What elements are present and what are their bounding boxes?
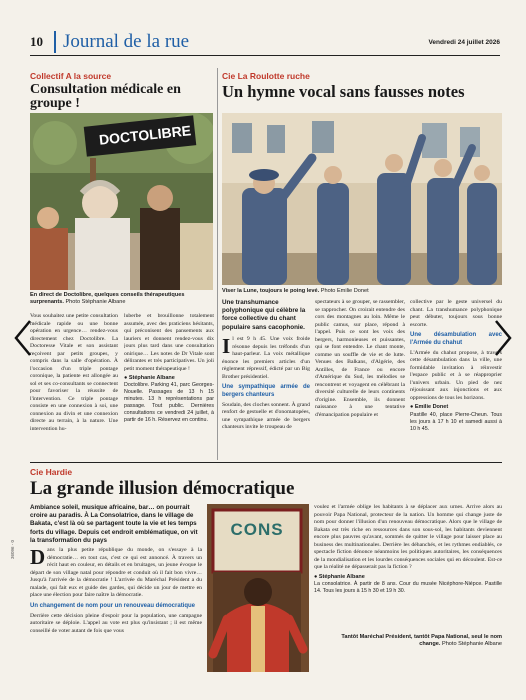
article2-subhead-1: Une sympathique armée de bergers chanteurs	[222, 384, 310, 398]
article3-column-2	[314, 504, 502, 632]
doctolibre-sign: DOCTOLIBRE	[98, 122, 192, 148]
article2-photo	[222, 113, 502, 285]
article1-photo	[30, 113, 213, 290]
article2-caption-text: Viser la Lune, toujours le poing levé.	[222, 288, 320, 294]
article2-caption	[222, 288, 502, 295]
article3-caption-text: Tantôt Maréchal Président, tantôt Papa National, seul le nom change.	[341, 634, 502, 647]
article2-body-3b: L'Armée du chahut propose, à travers cette désambulation dans la ville, une formidable invitation à réinvestir l'espace public et à se réapproprier l'univers urbain. Un pied de nez réjouissant aux injonctions et aux oppressions de tous les horizons.	[410, 349, 502, 401]
article1-kicker: Collectif A la source	[30, 71, 112, 81]
side-code: 36096 - 0	[10, 540, 15, 560]
article2-body-2: spectateurs à se grouper, se rassembler, se rapprocher. On croirait entendre des cors des montagnes au loin. Même le public camus, sur place, répond à l'appel. Puis ce sont les voix des bergers, harmonieuses et puissantes, qui se font entendre. Le chant monte, comme un souffle de vie et de lutte. Venues des Balkans, d'Algérie, des Antilles, de France ou encore d'Amérique du Sud, les mélodies se rencontrent et voyagent en célébrant la diversité culturelle de leurs continents d'origine. Ensemble, ils donnent naissance à une tentative d'émancipation populaire et	[315, 299, 405, 418]
article2-body-1	[222, 336, 310, 381]
article2-body-1b: Soudain, des cloches sonnent. À grand renfort de gestuelle et d'onomatopées, une sympathique armée de bergers chanteurs invite le troupeau de	[222, 401, 310, 431]
article2-column-3	[410, 299, 502, 458]
article2-signature: ● Emilie Donet	[410, 404, 449, 411]
article3-column-1	[30, 547, 202, 672]
article3-dropcap: D	[30, 547, 46, 569]
article3-subhead: Un changement de nom pour un renouveau démocratique	[30, 602, 196, 609]
article3-lead: Ambiance soleil, musique africaine, bar… on pourrait croire au paradis. À La Consolatrice, dans le village de Bakata, c'est là où se partagent toute la vie et les temps forts du village. Depuis cet endroit emblématique, on vit la transformation du pays	[30, 504, 198, 544]
article2-column-1	[222, 336, 310, 458]
header-accent-bar	[54, 31, 56, 53]
article3-photo-credit: Photo Stéphanie Albane	[441, 640, 502, 647]
section-title: Journal de la rue	[63, 31, 190, 52]
article1-column-1	[30, 313, 118, 458]
article3-body-1	[30, 547, 202, 600]
article3-kicker: Cie Hardie	[30, 467, 73, 477]
issue-date: Vendredi 24 juillet 2026	[428, 39, 500, 46]
page-number: 10	[30, 34, 43, 49]
chevron-right-icon[interactable]	[492, 318, 514, 358]
article1-photo-credit: Photo Stéphanie Albane	[65, 298, 126, 305]
article3-body-1-text: ans la plus petite république du monde, on s'essaye à la démocratie… en tout cas, c'est ce qui est annoncé. À travers un récit haut en couleur, en détails et en bruitages, un jeune évoque le départ de son village natal pour répondre et conduit où il fait bon vivre… Jusqu'à l'arrivée de la démocratie ! L'arrivée du Maréchal Président a du malade, qui fait eux et guide des gardes, qui décide un jour de mettre en place une élection pour faire naître la démocratie.	[30, 547, 202, 599]
article2-dropcap: I	[222, 336, 231, 358]
article1-caption-text: En direct de Doctolibre, quelques conseils thérapeutiques surprenants.	[30, 292, 185, 305]
article2-headline: Un hymne vocal sans fausses notes	[222, 82, 465, 101]
cons-sign: CONS	[230, 520, 284, 539]
section-divider	[30, 462, 502, 463]
article3-headline: La grande illusion démocratique	[30, 478, 295, 499]
article1-column-2	[124, 313, 214, 458]
choir-photo-illustration	[222, 113, 502, 285]
article2-subhead-2: Une désambulation avec l'Armée du chahut	[410, 332, 502, 346]
article3-caption	[340, 634, 502, 648]
article2-body-1-text: l est 9 h 45. Une voix froide résonne depuis les tréfonds d'un haut-parleur. La voix métallique énonce les premiers articles d'un règlement répressif, édicté par un Big Brother présidentiel.	[222, 336, 310, 380]
column-divider	[217, 68, 218, 460]
article1-body-1: Vous souhaitez une petite consultation médicale rapide ou une bonne opération en urgence… rendez-vous directement chez Doctolibre. La Doctoresse Vitale et son assistant reçoivent par petits groupes, y compris dans la salle d'opération. À l'occasion d'un triple pontage coronique, la patiente est allongée au sol et ses co-consultants se connectent pour favoriser la réussite de l'intervention. Ce triple pontage consiste en une connexion à soi, une connexion au divin et une connexion directe au terrain, à la nature. Une intervention hu-	[30, 313, 118, 432]
article3-practical-info: La consolatrice. À partir de 8 ans. Cour du musée Nicéphore-Niépce. Pastille 14. Tous les jours à 15 h 30 et 19 h 30.	[314, 580, 502, 594]
article2-body-3: collective par le geste universel du chant. La transhumance polyphonique peut débuter, toujours sous bonne escorte.	[410, 299, 502, 328]
article1-signature: ● Stéphanie Albane	[124, 375, 175, 382]
chevron-left-icon[interactable]	[12, 318, 34, 358]
page-header	[30, 30, 500, 56]
article1-practical-info: Doctolibre. Parking 41, parc Georges-Nouelle. Passages de 13 h 15 minutes. 13 h représentations par passage. Tout public. Dernières consultations ce vendredi 24 juillet, à partir de 16 h. Réservez en continu.	[124, 382, 214, 424]
article2-practical-info: Pastille 40, place Pierre-Cheun. Tous les jours à 17 h 10 et samedi aussi à 10 h 45.	[410, 411, 502, 432]
article3-body-1b: Derrière cette décision pleine d'espoir pour la population, une campagne autoritaire se déploie. L'appel au vote est plus qu'insistant ; il est même conseillé de voter autant de fois que vous	[30, 612, 202, 634]
article3-photo	[207, 504, 309, 672]
article1-body-2: luberbe et brouillonne totalement assumée, avec des praticiens hésitants, qui préconisent des pansements aux lauriers et donnent rendez-vous dix jours plus tard dans une consultation onirique… Les notes de Dr Vitale sont délirantes et très participatives. Un joli petit moment thérapeutique !	[124, 313, 214, 372]
article2-photo-credit: Photo Emilie Donet	[320, 288, 369, 294]
article2-lead: Une transhumance polyphonique qui célèbre la force collective du chant populaire sans cacophonie.	[222, 299, 306, 331]
article3-body-2: voulez et l'armée oblige les habitants à se déplacer aux urnes. Arrive alors au pouvoir Papa National, protecteur de la nation. Un homme qui change juste de nom pour donner l'illusion d'un renouveau démocratique. Alors que le village de Bakata est très riche en ressources dans son sous-sol, les habitants deviennent encore plus pauvres qu'avant, sommés de quitter le village pour laisser place au business des multinationales. Derrière les déhanchés, et les rythmes endiablés, ce spectacle fiction dénonce néanmoins les politiques autoritaires, les conséquences de la mondialisation et les lourdes conséquences sociales qui en découlent. Est-ce que la réalité ne dépasserait pas la fiction ?	[314, 504, 502, 571]
article1-caption	[30, 292, 213, 306]
article2-kicker: Cie La Roulotte ruche	[222, 71, 310, 81]
article3-signature: ● Stéphanie Albane	[314, 573, 365, 580]
article1-headline: Consultation médicale en groupe !	[30, 82, 181, 112]
article2-column-2	[315, 299, 405, 458]
